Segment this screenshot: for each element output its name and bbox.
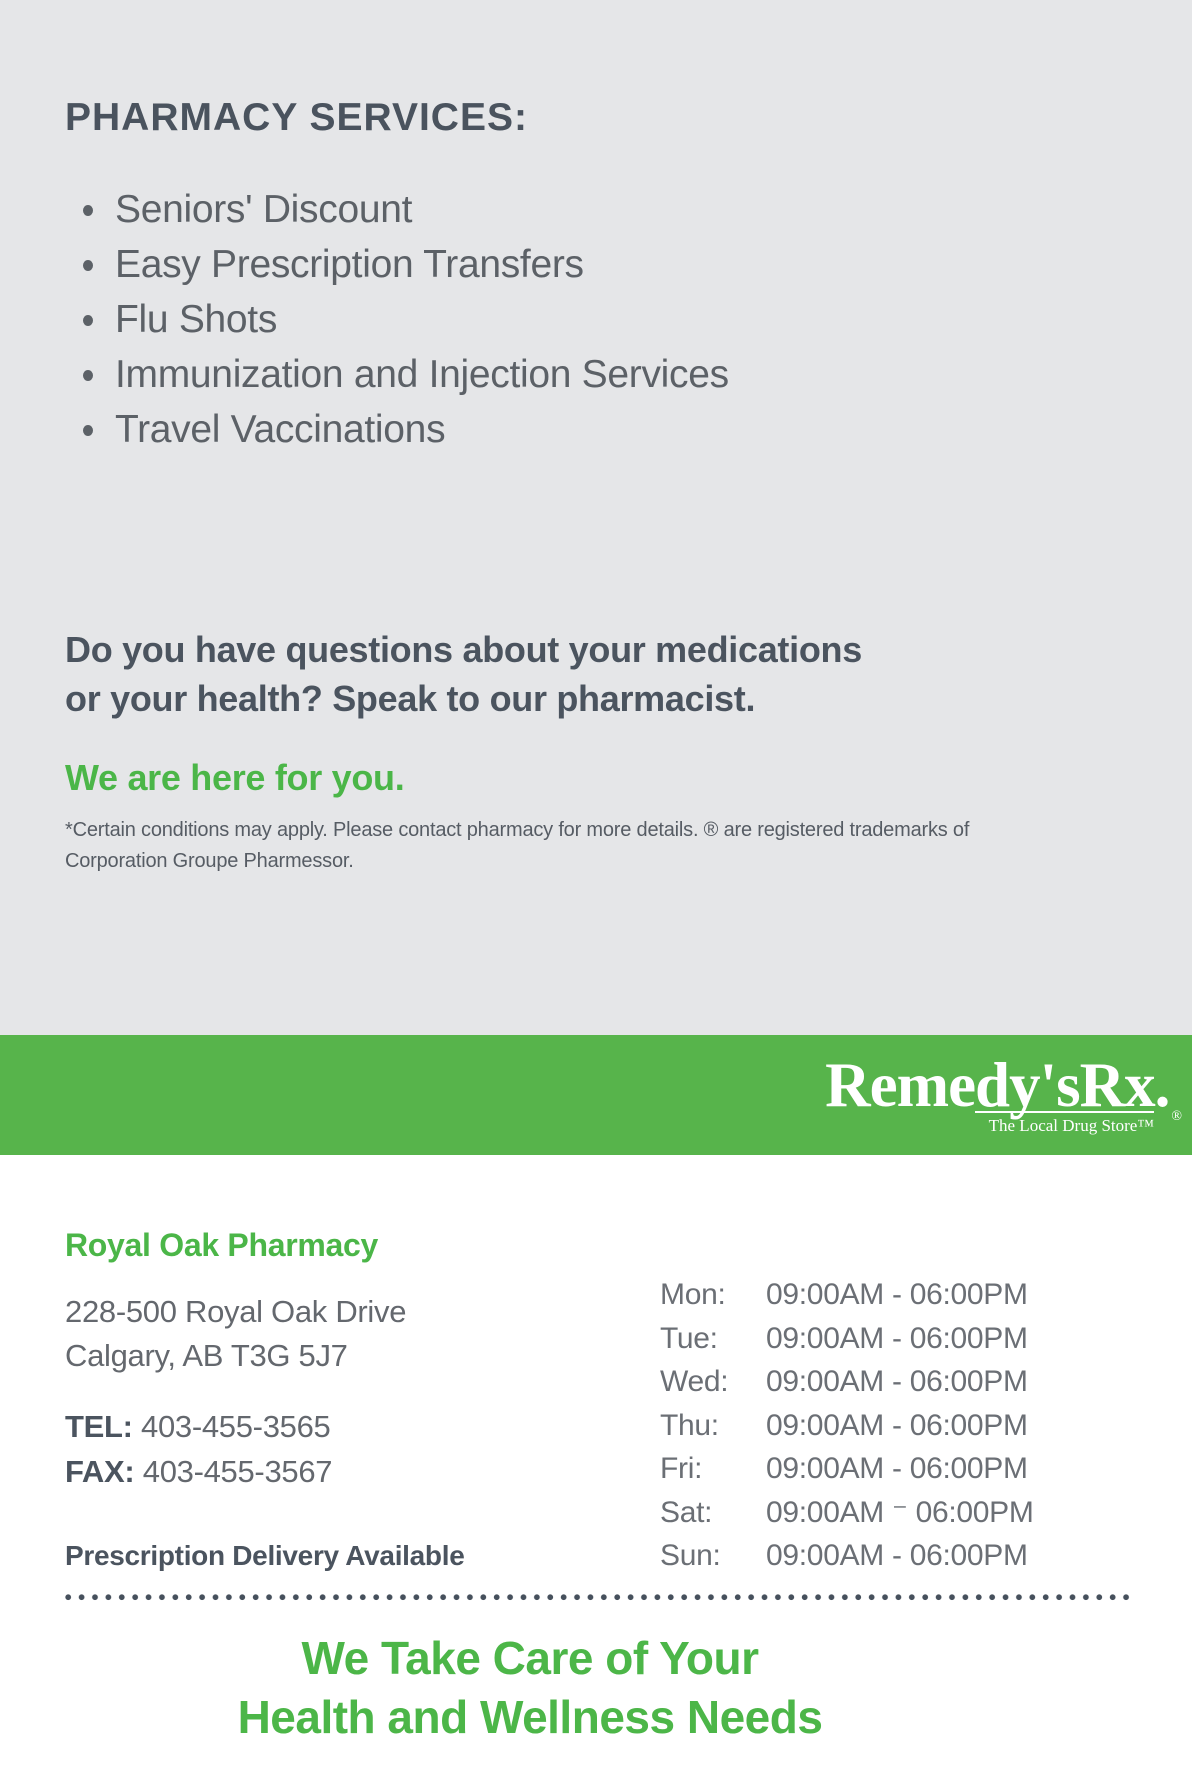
question-text	[65, 625, 1132, 723]
hours-row	[660, 1360, 1130, 1404]
hours-day: Sun:	[660, 1539, 721, 1572]
hours-time: 09:00AM - 06:00PM	[766, 1408, 1028, 1442]
address-line2: Calgary, AB T3G 5J7	[65, 1338, 348, 1373]
footer-line2: Health and Wellness Needs	[237, 1690, 823, 1743]
hours-day: Sat:	[660, 1495, 713, 1529]
hours-time: 09:00AM - 06:00PM	[766, 1321, 1028, 1355]
hours-row	[660, 1491, 1130, 1535]
pharmacy-contact-block	[65, 1155, 660, 1578]
tel-number: 403-455-3565	[141, 1409, 331, 1444]
delivery-note: Prescription Delivery Available	[65, 1540, 465, 1571]
hours-row	[660, 1317, 1130, 1361]
hours-time: 09:00AM ⁻ 06:00PM	[766, 1495, 1034, 1529]
hours-day: Wed:	[660, 1365, 729, 1398]
pharmacy-address	[65, 1290, 660, 1378]
bullet-icon	[83, 260, 93, 271]
phone-block	[65, 1404, 660, 1494]
list-item	[65, 292, 1132, 347]
hours-time: 09:00AM - 06:00PM	[766, 1278, 1028, 1311]
hours-time: 09:00AM - 06:00PM	[766, 1365, 1028, 1398]
list-item	[65, 182, 1132, 237]
service-label: Travel Vaccinations	[115, 408, 446, 451]
footer-tagline	[0, 1629, 1060, 1747]
hours-row	[660, 1534, 1130, 1578]
hours-row	[660, 1273, 1130, 1317]
hours-time: 09:00AM - 06:00PM	[766, 1539, 1028, 1572]
fax-label: FAX:	[65, 1454, 135, 1489]
tel-label: TEL:	[65, 1409, 133, 1444]
bullet-icon	[83, 370, 93, 381]
pharmacy-name: Royal Oak Pharmacy	[65, 1227, 378, 1263]
bullet-icon	[83, 205, 93, 216]
dotted-divider	[65, 1594, 1134, 1601]
brand-banner	[0, 1035, 1192, 1155]
list-item	[65, 347, 1132, 402]
hours-day: Mon:	[660, 1278, 726, 1311]
footer-line1: We Take Care of Your	[301, 1631, 759, 1684]
fax-number: 403-455-3567	[142, 1454, 333, 1489]
services-list	[65, 182, 1132, 457]
hours-day: Thu:	[660, 1408, 719, 1442]
service-label: Seniors' Discount	[115, 188, 413, 231]
logo-text: Remedy'sRx.	[825, 1050, 1170, 1120]
pharmacy-info-section	[0, 1155, 1192, 1578]
service-label: Flu Shots	[115, 298, 278, 341]
logo-tagline: The Local Drug Store™	[975, 1111, 1154, 1136]
service-label: Easy Prescription Transfers	[115, 243, 584, 286]
list-item	[65, 402, 1132, 457]
hours-row	[660, 1447, 1130, 1491]
logo-wordmark	[825, 1050, 1182, 1124]
registered-trademark-icon: ®	[1171, 1109, 1182, 1124]
address-line1: 228-500 Royal Oak Drive	[65, 1294, 407, 1329]
bullet-icon	[83, 315, 93, 326]
bullet-icon	[83, 425, 93, 436]
service-label: Immunization and Injection Services	[115, 353, 729, 396]
here-for-you-text: We are here for you.	[65, 757, 405, 798]
hours-day: Fri:	[660, 1452, 703, 1485]
hours-row	[660, 1404, 1130, 1448]
hours-time: 09:00AM - 06:00PM	[766, 1452, 1028, 1485]
question-line2: or your health? Speak to our pharmacist.	[65, 678, 756, 719]
remedysrx-logo	[825, 1050, 1182, 1136]
question-line1: Do you have questions about your medications	[65, 629, 862, 670]
hours-day: Tue:	[660, 1321, 718, 1355]
list-item	[65, 237, 1132, 292]
disclaimer-text: *Certain conditions may apply. Please contact pharmacy for more details. ® are registered trademarks of Corporation Groupe Pharmessor.	[65, 819, 970, 872]
services-heading: PHARMACY SERVICES:	[65, 96, 528, 139]
hours-table	[660, 1273, 1130, 1578]
